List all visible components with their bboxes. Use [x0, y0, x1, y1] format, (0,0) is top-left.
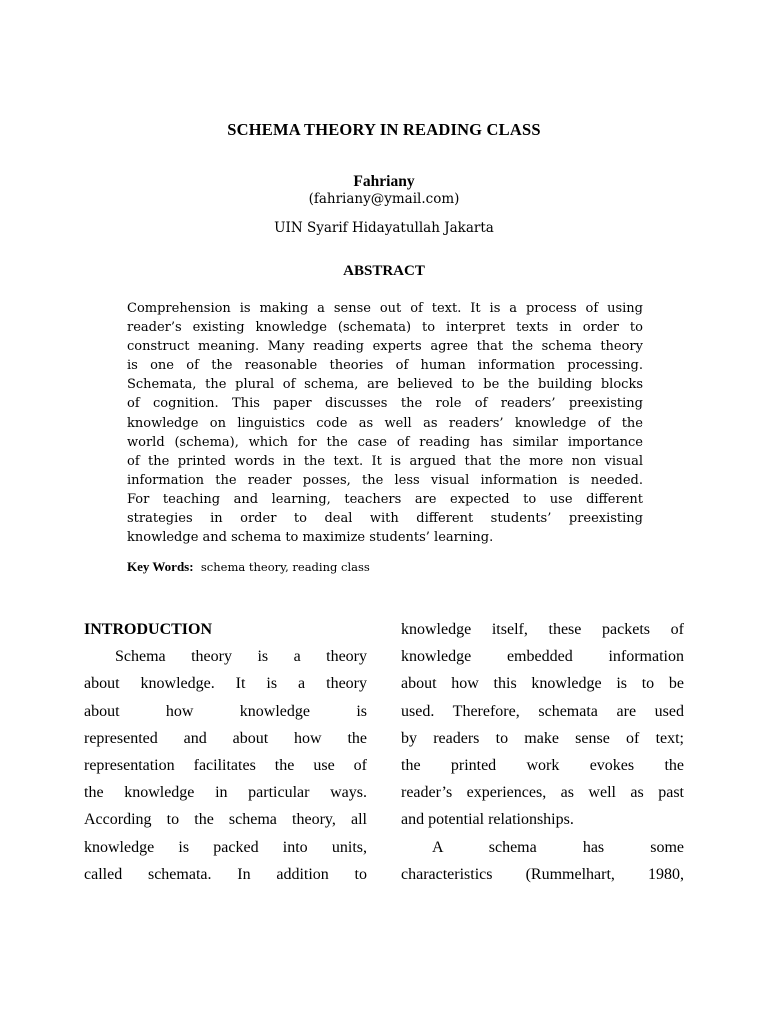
abstract-heading: ABSTRACT: [343, 263, 425, 279]
body-line: Schema theory is a theory: [115, 648, 367, 666]
author-affiliation: UIN Syarif Hidayatullah Jakarta: [274, 220, 494, 236]
body-line: reader’s experiences, as well as past: [401, 784, 684, 802]
abstract-line: information the reader posses, the less visual information is needed.: [127, 472, 643, 488]
paper-title: SCHEMA THEORY IN READING CLASS: [227, 120, 541, 139]
abstract-line: For teaching and learning, teachers are expected to use different: [127, 491, 643, 507]
body-line: knowledge itself, these packets of: [401, 621, 684, 638]
abstract-line: Comprehension is making a sense out of text. It is a process of using: [127, 301, 643, 316]
abstract-line: is one of the reasonable theories of human information processing.: [127, 358, 643, 374]
body-line: represented and about how the: [84, 729, 367, 747]
body-line: A schema has some: [432, 838, 684, 856]
abstract-line: construct meaning. Many reading experts agree that the schema theory: [127, 339, 643, 355]
body-column-right: [401, 616, 684, 888]
abstract-line: world (schema), which for the case of reading has similar importance: [127, 434, 643, 450]
body-line: used. Therefore, schemata are used: [401, 702, 684, 720]
author-email: (fahriany@ymail.com): [308, 191, 460, 207]
body-line: knowledge embedded information: [401, 648, 684, 666]
body-line: the knowledge in particular ways.: [84, 784, 367, 802]
body-line: the printed work evokes the: [401, 757, 684, 775]
abstract-line: strategies in order to deal with different students’ preexisting: [127, 511, 643, 527]
section-heading-introduction: INTRODUCTION: [84, 621, 213, 638]
abstract-text: [127, 299, 643, 547]
author-name: Fahriany: [353, 173, 415, 190]
body-line: According to the schema theory, all: [84, 811, 367, 829]
abstract-line: of cognition. This paper discusses the role of readers’ preexisting: [127, 396, 643, 412]
keywords: [127, 559, 643, 575]
abstract-line: of the printed words in the text. It is argued that the more non visual: [127, 453, 643, 469]
body-line: about how this knowledge is to be: [401, 675, 684, 693]
body-line: knowledge is packed into units,: [84, 838, 367, 856]
body-line: by readers to make sense of text;: [401, 729, 684, 747]
body-line: characteristics (Rummelhart, 1980,: [401, 865, 684, 883]
body-line: called schemata. In addition to: [84, 865, 367, 883]
abstract-line: reader’s existing knowledge (schemata) to interpret texts in order to: [127, 320, 643, 336]
body-line: about how knowledge is: [84, 702, 367, 720]
abstract-line: Schemata, the plural of schema, are believed to be the building blocks: [127, 377, 643, 393]
keywords-value: schema theory, reading class: [200, 560, 370, 574]
keywords-label: Key Words:: [127, 559, 194, 574]
body-line: and potential relationships.: [401, 811, 574, 829]
body-column-left: [84, 616, 367, 888]
body-line: about knowledge. It is a theory: [84, 675, 367, 693]
body-line: representation facilitates the use of: [84, 757, 367, 775]
abstract-line: knowledge and schema to maximize students’ learning.: [127, 530, 494, 546]
abstract-line: knowledge on linguistics code as well as readers’ knowledge of the: [127, 415, 643, 431]
